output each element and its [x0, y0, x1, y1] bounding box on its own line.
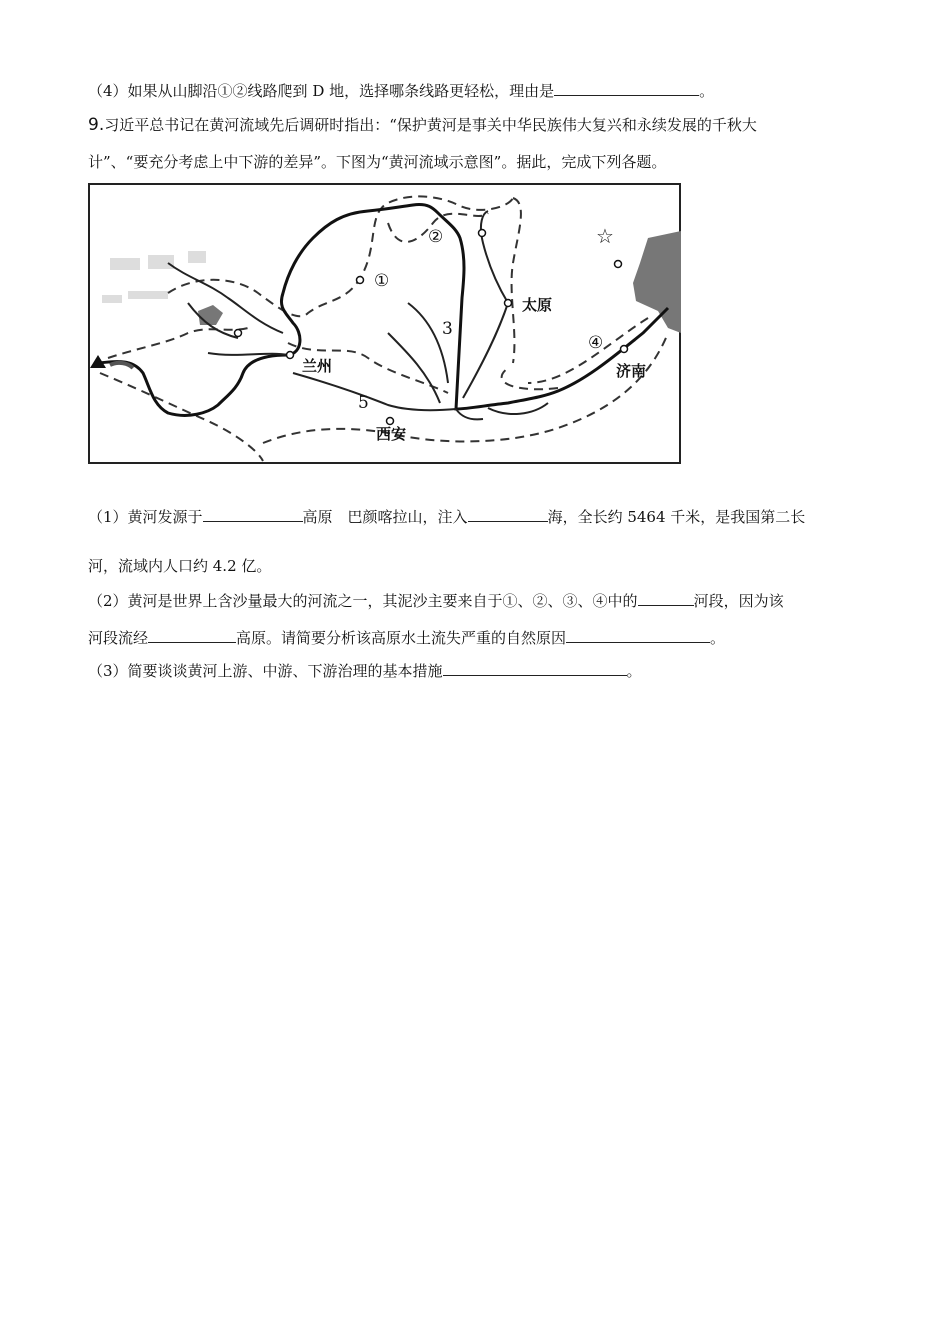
- q9-stem-text1: 习近平总书记在黄河流域先后调研时指出：“保护黄河是事关中华民族伟大复兴和永续发展的千秋大: [104, 116, 757, 134]
- q9-part2-text-c: 河段流经: [88, 629, 149, 647]
- q8-part4-text: （4）如果从山脚沿①②线路爬到 D 地，选择哪条线路更轻松，理由是: [88, 82, 555, 100]
- q9-part1-text-c: 海，全长约 5464 千米，是我国第二长: [547, 508, 806, 526]
- q9-part1-line1: [88, 506, 805, 527]
- map-label-4: ④: [588, 333, 604, 353]
- q9-part2-line2: [88, 627, 725, 648]
- map-label-2: ②: [428, 227, 444, 247]
- map-frame: [89, 184, 680, 463]
- q9-part2-line1: [88, 590, 784, 611]
- q9-part2-text-e: 。: [710, 629, 726, 647]
- city-jinan: 济南: [616, 362, 647, 380]
- q9-part3-line: [88, 660, 642, 681]
- q9-stem-text2: 计”、“要充分考虑上中下游的差异”。下图为“黄河流域示意图”。据此，完成下列各题。: [88, 153, 667, 171]
- q9-part1-text-d: 河，流域内人口约 4.2 亿。: [88, 557, 272, 575]
- q9-stem-line2: [88, 151, 666, 172]
- answer-blank-plateau-2[interactable]: [148, 628, 236, 643]
- answer-blank-section[interactable]: [638, 591, 694, 606]
- q9-part3-text-b: 。: [626, 662, 642, 680]
- yellow-river-basin-map: [88, 183, 681, 464]
- q9-stem-line1: [88, 114, 757, 135]
- city-taiyuan: 太原: [522, 296, 553, 314]
- answer-blank-sea[interactable]: [468, 507, 548, 522]
- map-label-1: ①: [374, 271, 390, 291]
- q8-part4-end: 。: [699, 82, 715, 100]
- city-lanzhou: 兰州: [302, 357, 333, 375]
- capital-star-icon: ☆: [596, 224, 614, 248]
- answer-blank-q8-4[interactable]: [554, 81, 699, 96]
- map-label-5: 5: [358, 393, 369, 413]
- q9-part2-text-b: 河段，因为该: [693, 592, 784, 610]
- q9-part1-line2: [88, 555, 271, 576]
- map-label-3: 3: [442, 319, 453, 339]
- q8-part4-line: [88, 80, 714, 101]
- answer-blank-measures[interactable]: [443, 661, 627, 676]
- q9-part1-text-b: 高原 巴颜喀拉山，注入: [302, 508, 468, 526]
- answer-blank-reason[interactable]: [566, 628, 710, 643]
- question-number: 9.: [88, 115, 105, 135]
- city-xian: 西安: [376, 425, 407, 443]
- answer-blank-plateau[interactable]: [203, 507, 303, 522]
- q9-part3-text-a: （3）简要谈谈黄河上游、中游、下游治理的基本措施: [88, 662, 443, 680]
- q9-part2-text-a: （2）黄河是世界上含沙量最大的河流之一，其泥沙主要来自于①、②、③、④中的: [88, 592, 638, 610]
- q9-part2-text-d: 高原。请简要分析该高原水土流失严重的自然原因: [236, 629, 567, 647]
- q9-part1-text-a: （1）黄河发源于: [88, 508, 203, 526]
